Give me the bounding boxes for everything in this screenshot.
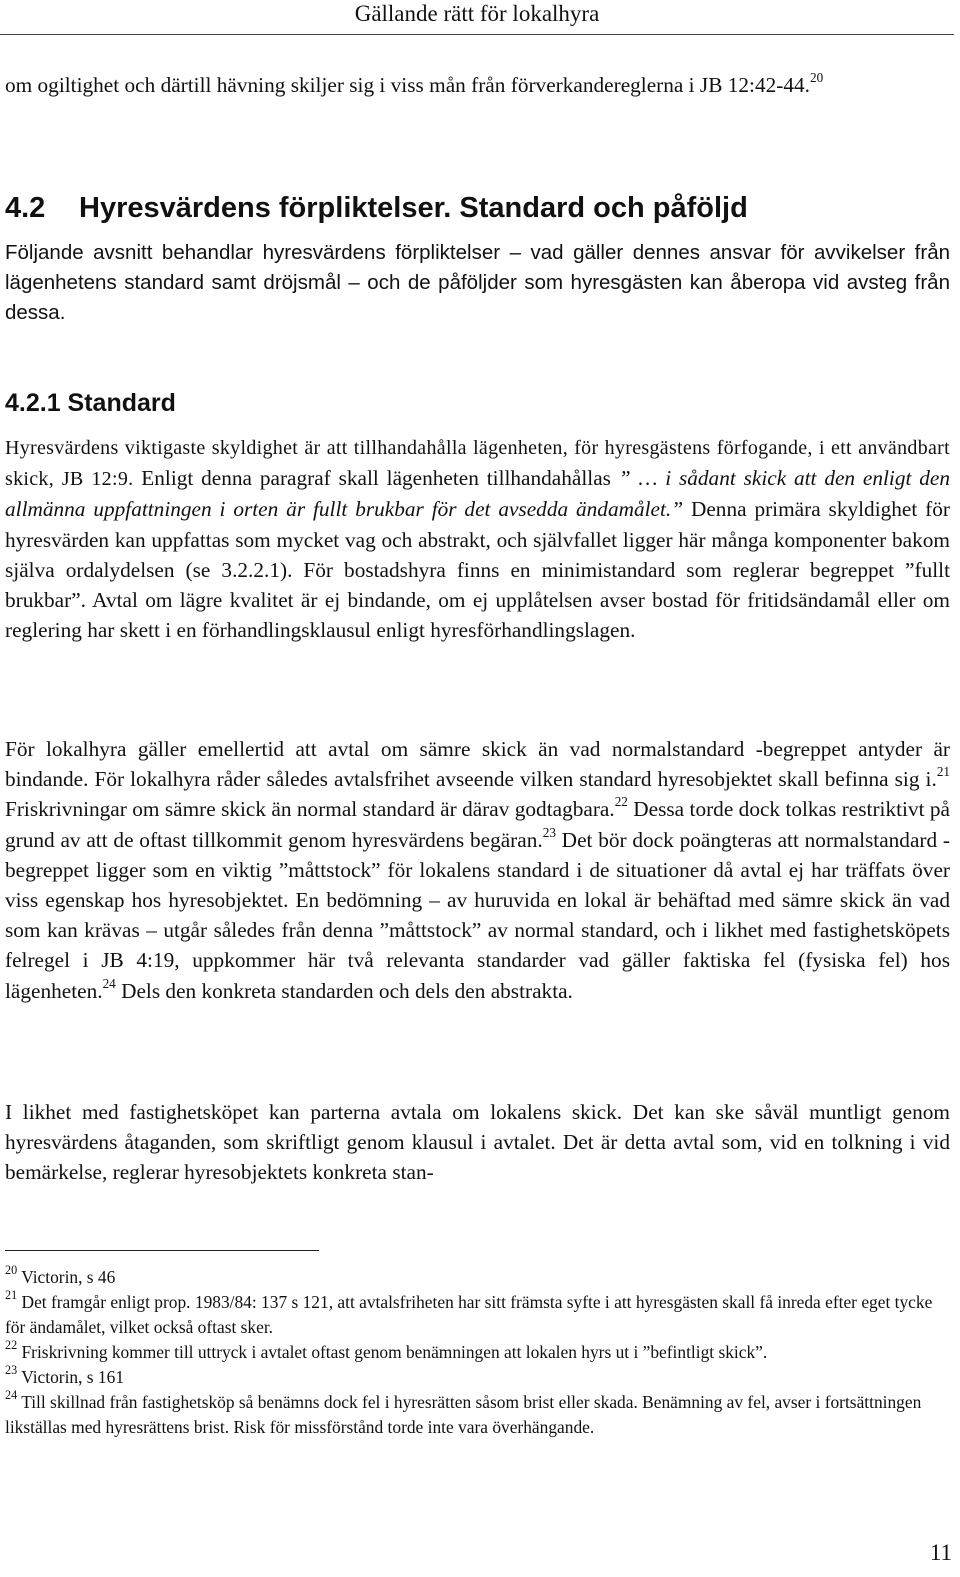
footnote — [5, 1290, 950, 1340]
footnote-ref-22[interactable]: 22 — [614, 794, 628, 810]
paragraph-text: Dessa torde dock tolkas restriktivt på grund av att de oftast tillkommit genom hyresvärdens begäran. — [5, 797, 951, 852]
footnote — [5, 1390, 950, 1440]
footnote-number: 23 — [5, 1363, 18, 1378]
section-title: Hyresvärdens förpliktelser. Standard och påföljd — [79, 192, 748, 224]
footnote-text: Till skillnad från fastighetsköp så benämns dock fel i hyresrätten såsom brist eller skada. Benämning av fel, avser i fortsättningen likställas med hyresrättens brist. Risk för missförstånd torde inte vara överhängande. — [5, 1392, 922, 1437]
paragraph-text: Enligt denna paragraf skall lägenheten tillhandahållas — [141, 466, 619, 491]
section-heading-4-2 — [5, 191, 950, 225]
footnote-number: 21 — [5, 1288, 18, 1303]
footnote-number: 24 — [5, 1388, 18, 1403]
footnote-text: Friskrivning kommer till uttryck i avtalet oftast genom benämningen att lokalen hyrs ut i ”befintligt skick”. — [21, 1342, 768, 1362]
page-number: 11 — [929, 1540, 952, 1565]
paragraph-text: Det bör dock poängteras att normalstandard -begreppet ligger som en viktig ”måttstock” för lokalens standard i de situationer då avtal ej har träffats över viss egenskap hos hyresobjektet. En bedömning – av huruvida en lokal är behäftad med sämre skick än vad som kan krävas – utgår således från denna ”måttstock” av normal standard, och i likhet med fastighetsköpets felregel i JB 4:19, uppkommer här två relevanta standarder vad gäller faktiska fel (fysiska fel) hos lägenheten. — [5, 827, 951, 1003]
paragraph-text: Denna primära skyldighet för hyresvärden kan uppfattas som mycket vag och abstrakt, och självfallet ligger här många komponenter bakom själva ordalydelsen (se 3.2.2.1). För bostadshyra finns en minimistandard som reglerar begreppet ”fullt brukbar”. Avtal om lägre kvalitet är ej bindande, om ej upplåtelsen avser bostad för fritidsändamål eller om reglering har skett i en förhandlingsklausul enligt hyresförhandlingslagen. — [5, 497, 950, 643]
footnote-ref-24[interactable]: 24 — [102, 975, 116, 991]
standard-paragraph-2 — [5, 734, 950, 1006]
standard-paragraph-3: I likhet med fastighetsköpet kan parterna avtala om lokalens skick. Det kan ske såväl muntligt genom hyresvärdens åtaganden, som skriftligt genom klausul i avtalet. Det är detta avtal som, vid en tolkning i vid bemärkelse, reglerar hyresobjektets konkreta stan- — [5, 1100, 950, 1185]
paragraph-text: Dels den konkreta standarden och dels den abstrakta. — [115, 978, 573, 1003]
lead-sentence: Hyresvärdens viktigaste skyldighet är att tillhandahålla lägenheten, för hyresgästens förfogande, i ett användbart skick, JB 12:9. — [5, 437, 950, 491]
footnotes — [5, 1265, 950, 1440]
footnote — [5, 1365, 950, 1390]
running-header — [0, 0, 954, 35]
paragraph-text: Friskrivningar om sämre skick än normal standard är därav godtagbara. — [5, 797, 615, 822]
footnote-divider — [5, 1250, 319, 1251]
footnote — [5, 1340, 950, 1365]
footnote-ref-23[interactable]: 23 — [542, 824, 556, 840]
footnote-text: Victorin, s 161 — [21, 1367, 125, 1387]
footnote-ref-21[interactable]: 21 — [936, 764, 950, 780]
footnote — [5, 1265, 950, 1290]
footnote-ref-20[interactable]: 20 — [809, 69, 824, 85]
running-title: Gällande rätt för lokalhyra — [354, 1, 600, 26]
intro-paragraph — [5, 70, 950, 100]
intro-text: om ogiltighet och därtill hävning skiljer sig i viss mån från förverkandereglerna i JB 12:42-44. — [5, 73, 810, 97]
section-intro-paragraph: Följande avsnitt behandlar hyresvärdens förpliktelser – vad gäller dennes ansvar för avvikelser från lägenhetens standard samt dröjsmål – och de påföljder som hyresgästen kan åberopa vid avsteg från dessa. — [5, 241, 950, 325]
standard-paragraph-1 — [5, 432, 950, 645]
paragraph-text: För lokalhyra gäller emellertid att avtal om sämre skick än vad normalstandard -begreppet antyder är bindande. För lokalhyra råder således avtalsfrihet avseende vilken standard hyresobjektet skall befinna sig i. — [5, 737, 950, 792]
footnote-number: 20 — [5, 1263, 18, 1278]
footnote-number: 22 — [5, 1338, 18, 1353]
subsection-heading-4-2-1: 4.2.1 Standard — [5, 389, 176, 417]
statute-quote: ” … i sådant skick att den enligt den allmänna uppfattningen i orten är fullt brukbar för det avsedda ändamålet.” — [5, 466, 950, 522]
footnote-text: Victorin, s 46 — [21, 1267, 116, 1287]
section-number: 4.2 — [5, 192, 46, 224]
footnote-text: Det framgår enligt prop. 1983/84: 137 s 121, att avtalsfriheten har sitt främsta syfte i att hyresgästen skall få inreda efter eget tycke för ändamålet, vilket också oftast sker. — [5, 1292, 933, 1337]
